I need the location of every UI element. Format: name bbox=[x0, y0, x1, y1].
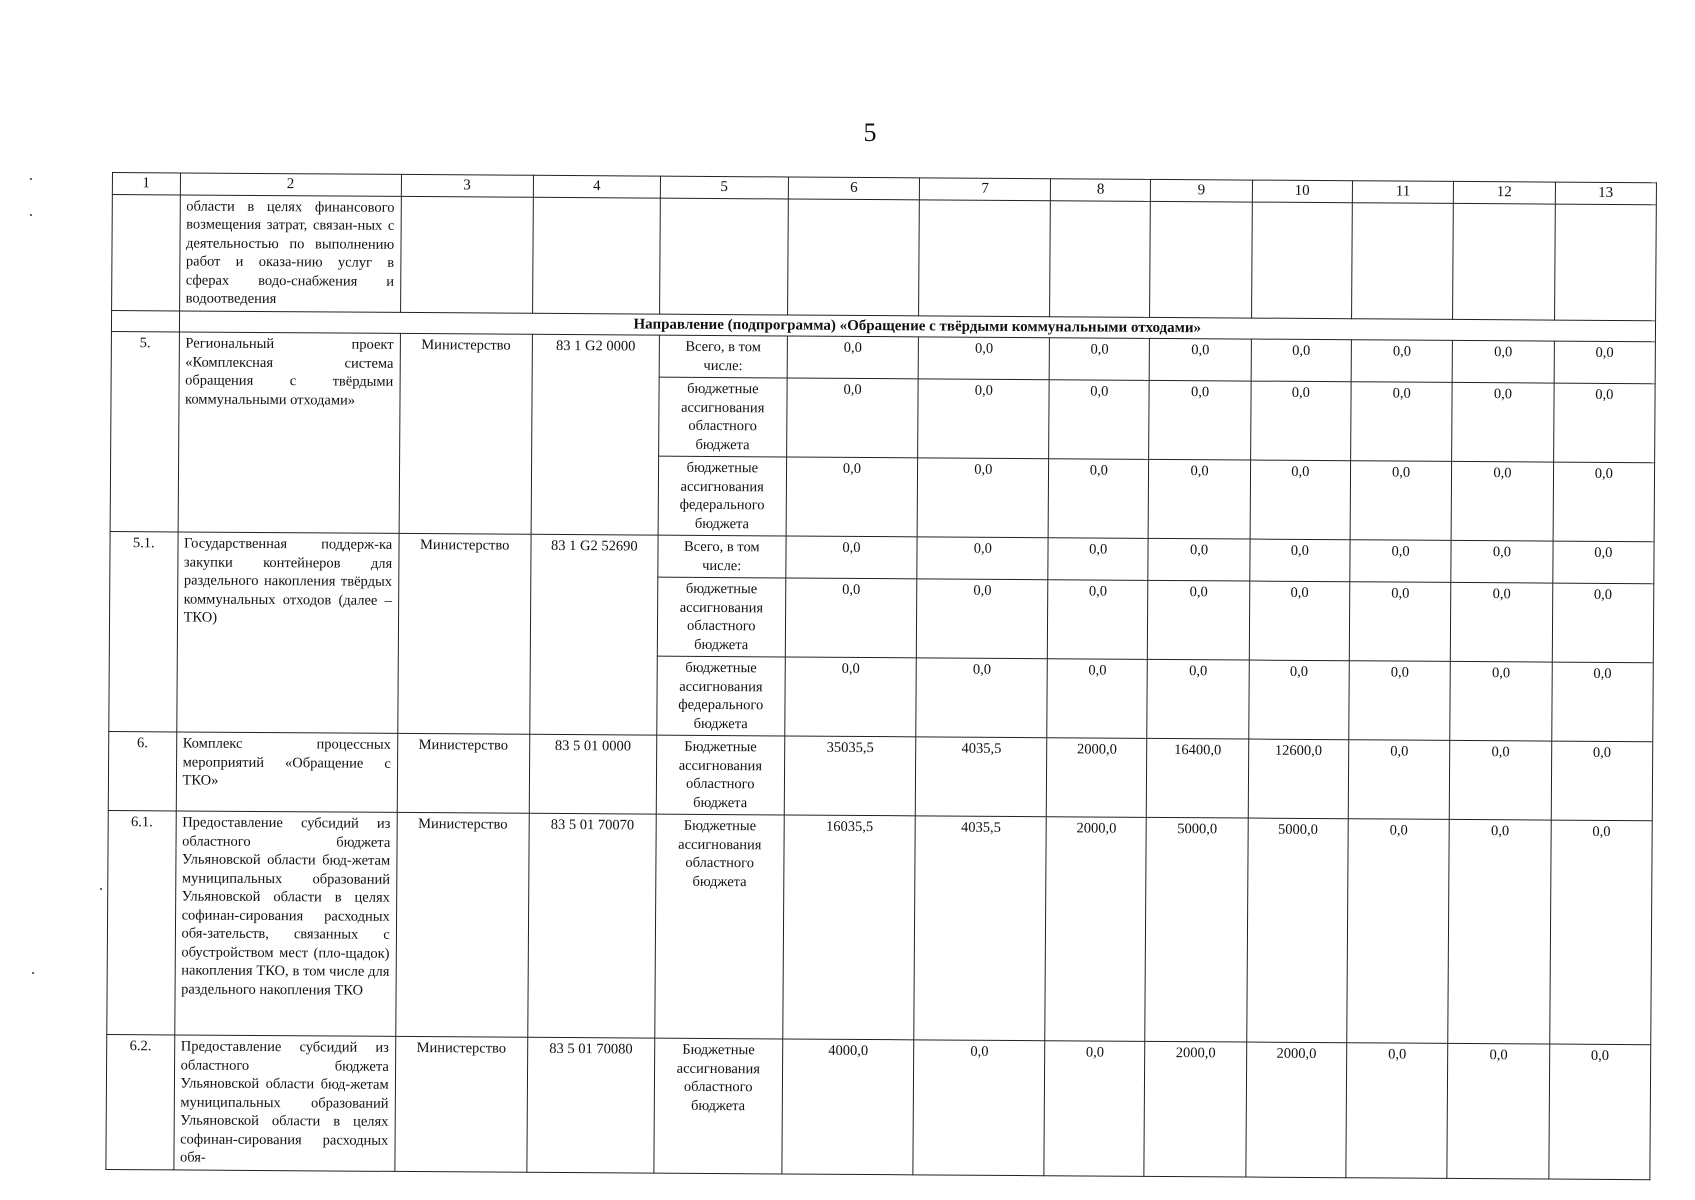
amount-cell: 0,0 bbox=[1348, 740, 1450, 820]
amount-cell: 0,0 bbox=[1047, 580, 1148, 660]
activity-number: 6.2. bbox=[106, 1034, 174, 1169]
funding-source: бюджетные ассигнования областного бюджета bbox=[659, 377, 787, 457]
column-number: 2 bbox=[180, 173, 401, 196]
section-title: Направление (подпрограмма) «Обращение с твёрдыми коммунальными отходами» bbox=[179, 310, 1656, 341]
funding-source: Бюджетные ассигнования областного бюджета bbox=[655, 814, 784, 1039]
amount-cell: 35035,5 bbox=[784, 736, 916, 816]
activity-number: 6.1. bbox=[107, 810, 176, 1034]
amount-cell: 0,0 bbox=[1049, 380, 1150, 460]
amount-cell: 0,0 bbox=[1148, 580, 1250, 660]
funding-source: бюджетные ассигнования федерального бюджета bbox=[657, 656, 785, 736]
amount-cell: 0,0 bbox=[1452, 340, 1554, 383]
amount-cell: 0,0 bbox=[1350, 461, 1452, 541]
amount-cell: 5000,0 bbox=[1246, 818, 1348, 1043]
funding-source: бюджетные ассигнования областного бюджета bbox=[657, 577, 785, 657]
amount-cell: 0,0 bbox=[1349, 582, 1451, 662]
amount-cell: 0,0 bbox=[917, 537, 1048, 580]
amount-cell: 0,0 bbox=[1450, 740, 1552, 820]
amount-cell: 0,0 bbox=[1047, 659, 1148, 739]
column-number: 8 bbox=[1050, 179, 1150, 201]
executor: Министерство bbox=[395, 1036, 528, 1171]
column-number: 6 bbox=[788, 177, 920, 199]
executor: Министерство bbox=[398, 533, 531, 734]
amount-cell: 0,0 bbox=[917, 579, 1048, 659]
amount-cell: 0,0 bbox=[1549, 820, 1652, 1045]
amount-cell: 0,0 bbox=[784, 657, 916, 737]
column-number: 5 bbox=[660, 176, 788, 198]
amount-cell: 2000,0 bbox=[1246, 1042, 1347, 1177]
activity-name: Региональный проект «Комплексная система обращения с твёрдыми коммунальными отходами» bbox=[178, 332, 401, 533]
scan-speck bbox=[30, 178, 32, 180]
funding-source: Бюджетные ассигнования областного бюджета bbox=[654, 1038, 782, 1173]
amount-cell: 0,0 bbox=[785, 578, 917, 658]
budget-code: 83 5 01 70070 bbox=[527, 813, 656, 1038]
column-number: 11 bbox=[1352, 181, 1453, 203]
activity-name: Комплекс процессных мероприятий «Обращение с ТКО» bbox=[176, 732, 398, 812]
amount-cell: 0,0 bbox=[1049, 338, 1150, 381]
funding-source: бюджетные ассигнования федерального бюджета bbox=[658, 456, 786, 536]
amount-cell: 0,0 bbox=[1251, 339, 1352, 382]
budget-code: 83 1 G2 52690 bbox=[529, 534, 658, 735]
amount-cell: 2000,0 bbox=[1045, 817, 1147, 1042]
budget-code: 83 1 G2 0000 bbox=[531, 334, 660, 535]
amount-cell: 5000,0 bbox=[1145, 817, 1248, 1042]
activity-row bbox=[108, 731, 1652, 820]
column-number: 1 bbox=[112, 173, 180, 195]
amount-cell: 0,0 bbox=[1351, 382, 1453, 462]
amount-cell: 0,0 bbox=[1150, 338, 1252, 381]
amount-cell: 0,0 bbox=[1346, 1043, 1448, 1178]
amount-cell: 0,0 bbox=[1249, 581, 1350, 661]
amount-cell: 0,0 bbox=[1448, 819, 1551, 1044]
amount-cell: 0,0 bbox=[785, 536, 917, 579]
scan-speck bbox=[30, 214, 32, 216]
amount-cell: 16400,0 bbox=[1147, 738, 1249, 818]
activity-row bbox=[106, 1034, 1651, 1179]
amount-cell: 0,0 bbox=[1350, 540, 1452, 583]
activity-name: Государственная поддерж-ка закупки контейнеров для раздельного накопления твёрдых коммунальных отходов (далее – ТКО) bbox=[176, 532, 399, 733]
column-number: 12 bbox=[1454, 181, 1555, 203]
amount-cell: 0,0 bbox=[1447, 1043, 1549, 1178]
amount-cell: 0,0 bbox=[913, 1040, 1045, 1175]
amount-cell: 0,0 bbox=[1553, 462, 1655, 542]
column-number: 10 bbox=[1252, 180, 1352, 202]
continuation-text: области в целях финансового возмещения затрат, связан-ных с деятельностью по выполнению работ и оказа-нию услуг в сферах водо-снабжения и водоотведения bbox=[179, 194, 401, 311]
budget-code: 83 5 01 70080 bbox=[526, 1037, 654, 1172]
amount-cell: 4035,5 bbox=[914, 816, 1046, 1041]
activity-name: Предоставление субсидий из областного бюджета Ульяновской области бюд-жетам муниципальных образований Ульяновской области в целях софинан-сирования расходных обя-зательств, связанных с обустройством мест (пло-щадок) накопления ТКО, в том числе для раздельного накопления ТКО bbox=[174, 811, 397, 1036]
amount-cell: 0,0 bbox=[1450, 661, 1552, 741]
scan-speck bbox=[100, 888, 102, 890]
amount-cell: 0,0 bbox=[916, 658, 1047, 738]
budget-code: 83 5 01 0000 bbox=[529, 734, 657, 814]
activity-row bbox=[107, 810, 1652, 1044]
amount-cell: 0,0 bbox=[1551, 741, 1653, 821]
amount-cell: 0,0 bbox=[1148, 538, 1250, 581]
activity-row bbox=[110, 531, 1654, 583]
amount-cell: 0,0 bbox=[1451, 540, 1553, 583]
amount-cell: 0,0 bbox=[919, 337, 1050, 380]
amount-cell: 0,0 bbox=[1552, 583, 1654, 663]
amount-cell: 0,0 bbox=[1552, 541, 1654, 584]
amount-cell: 0,0 bbox=[1347, 819, 1450, 1044]
amount-cell: 2000,0 bbox=[1046, 738, 1147, 818]
amount-cell: 0,0 bbox=[786, 378, 918, 458]
column-number: 4 bbox=[533, 175, 661, 197]
amount-cell: 0,0 bbox=[1147, 659, 1249, 739]
amount-cell: 0,0 bbox=[1452, 382, 1554, 462]
amount-cell: 0,0 bbox=[1548, 1044, 1650, 1179]
amount-cell: 0,0 bbox=[1048, 459, 1149, 539]
amount-cell: 0,0 bbox=[1044, 1041, 1145, 1176]
funding-source: Бюджетные ассигнования областного бюджета bbox=[656, 735, 784, 815]
funding-source: Всего, в том числе: bbox=[658, 535, 786, 578]
continuation-row bbox=[112, 194, 1657, 320]
amount-cell: 0,0 bbox=[1551, 662, 1653, 742]
amount-cell: 0,0 bbox=[1451, 461, 1553, 541]
activity-number: 6. bbox=[108, 731, 176, 810]
amount-cell: 2000,0 bbox=[1144, 1041, 1246, 1176]
program-table bbox=[105, 172, 1657, 1180]
amount-cell: 0,0 bbox=[1451, 582, 1553, 662]
page-number: 5 bbox=[863, 118, 877, 147]
amount-cell: 0,0 bbox=[787, 336, 919, 379]
amount-cell: 0,0 bbox=[1553, 383, 1655, 463]
activity-row bbox=[111, 331, 1655, 383]
scan-speck bbox=[32, 972, 34, 974]
amount-cell: 4035,5 bbox=[916, 737, 1047, 817]
amount-cell: 0,0 bbox=[1149, 380, 1251, 460]
column-number: 7 bbox=[920, 178, 1051, 200]
column-number: 3 bbox=[401, 174, 533, 196]
column-number: 13 bbox=[1555, 182, 1657, 204]
amount-cell: 0,0 bbox=[918, 379, 1049, 459]
executor: Министерство bbox=[399, 333, 532, 534]
activity-number: 5. bbox=[110, 331, 179, 531]
executor: Министерство bbox=[397, 733, 529, 813]
amount-cell: 4000,0 bbox=[781, 1039, 914, 1174]
amount-cell: 16035,5 bbox=[782, 815, 915, 1040]
executor: Министерство bbox=[396, 812, 529, 1037]
amount-cell: 0,0 bbox=[1349, 661, 1451, 741]
funding-source: Всего, в том числе: bbox=[659, 335, 787, 378]
amount-cell: 0,0 bbox=[786, 457, 918, 537]
column-number: 9 bbox=[1151, 179, 1252, 201]
activity-name: Предоставление субсидий из областного бюджета Ульяновской области бюд-жетам муниципальных образований Ульяновской области в целях софинан-сирования расходных обя- bbox=[173, 1035, 395, 1171]
amount-cell: 0,0 bbox=[1250, 381, 1351, 461]
amount-cell: 12600,0 bbox=[1248, 739, 1349, 819]
amount-cell: 0,0 bbox=[1048, 538, 1149, 581]
amount-cell: 0,0 bbox=[1250, 539, 1351, 582]
activity-number: 5.1. bbox=[109, 531, 178, 731]
amount-cell: 0,0 bbox=[1248, 660, 1349, 740]
amount-cell: 0,0 bbox=[1351, 340, 1453, 383]
amount-cell: 0,0 bbox=[917, 458, 1048, 538]
amount-cell: 0,0 bbox=[1250, 460, 1351, 540]
amount-cell: 0,0 bbox=[1554, 341, 1656, 384]
amount-cell: 0,0 bbox=[1148, 459, 1250, 539]
